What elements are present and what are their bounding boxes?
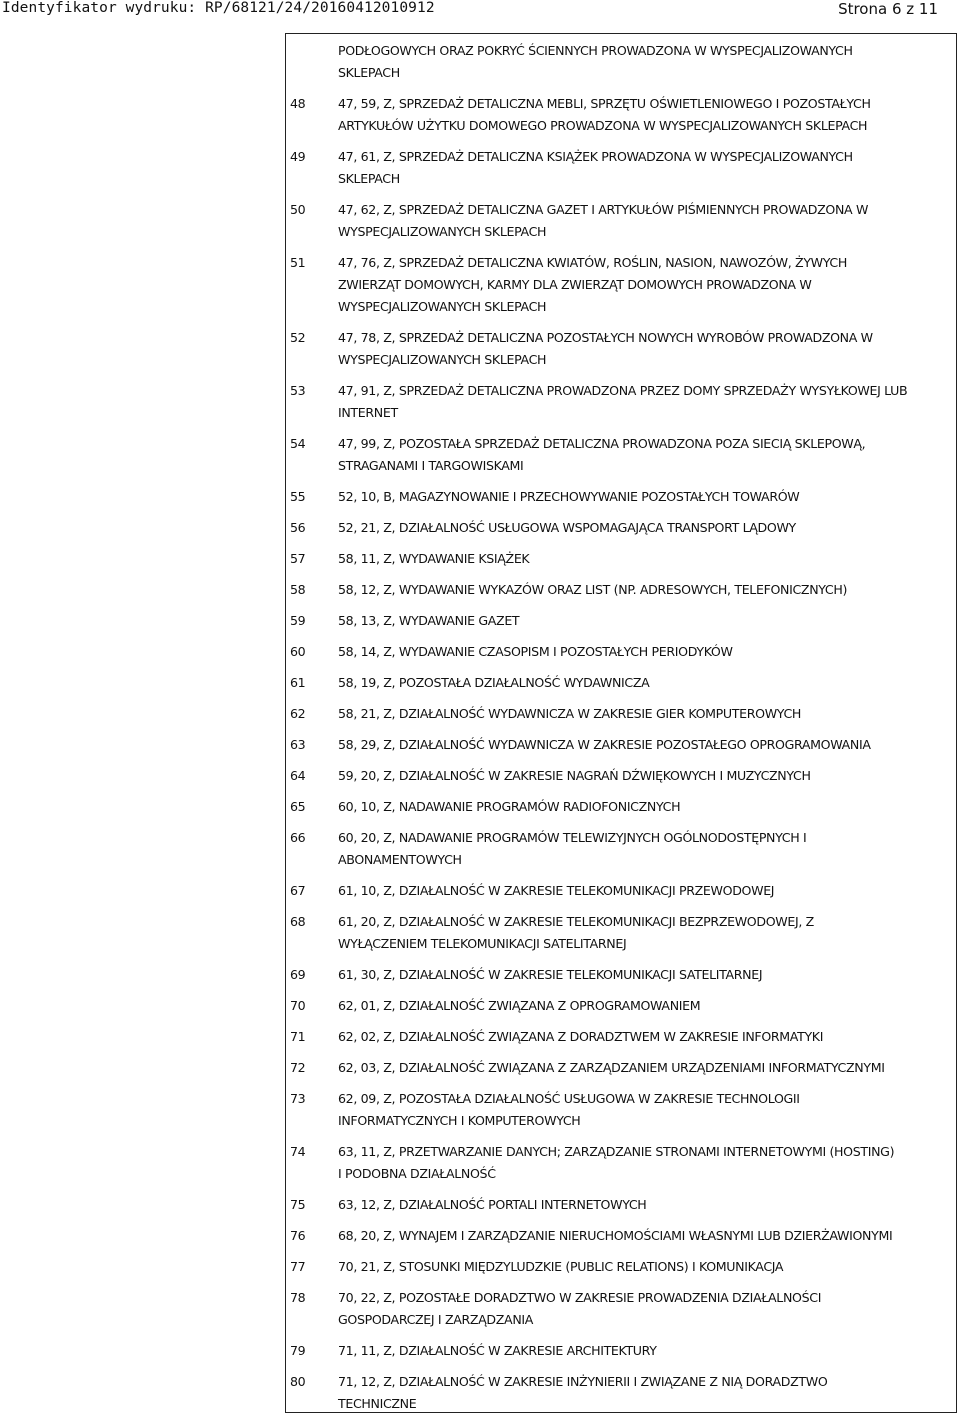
row-number: 51 — [290, 255, 306, 270]
activity-description — [338, 433, 953, 477]
activity-description — [338, 1194, 953, 1216]
print-header — [0, 0, 960, 20]
continuation-line: SKLEPACH — [338, 65, 400, 80]
row-number: 78 — [290, 1290, 306, 1305]
activity-description — [338, 1057, 953, 1079]
row-number: 71 — [290, 1029, 306, 1044]
row-number: 72 — [290, 1060, 306, 1075]
activity-line: TECHNICZNE — [338, 1396, 417, 1411]
activity-description — [338, 1287, 953, 1331]
activity-line: 58, 14, Z, WYDAWANIE CZASOPISM I POZOSTAŁYCH PERIODYKÓW — [338, 644, 733, 659]
activity-description — [338, 1256, 953, 1278]
activity-description — [338, 252, 953, 318]
activity-description — [338, 548, 953, 570]
activity-line: 61, 10, Z, DZIAŁALNOŚĆ W ZAKRESIE TELEKOMUNIKACJI PRZEWODOWEJ — [338, 883, 775, 898]
activity-line: 52, 21, Z, DZIAŁALNOŚĆ USŁUGOWA WSPOMAGAJĄCA TRANSPORT LĄDOWY — [338, 520, 796, 535]
row-number: 63 — [290, 737, 306, 752]
activity-line: 58, 29, Z, DZIAŁALNOŚĆ WYDAWNICZA W ZAKRESIE POZOSTAŁEGO OPROGRAMOWANIA — [338, 737, 871, 752]
activity-description — [338, 672, 953, 694]
row-number: 52 — [290, 330, 306, 345]
activity-line: 47, 59, Z, SPRZEDAŻ DETALICZNA MEBLI, SPRZĘTU OŚWIETLENIOWEGO I POZOSTAŁYCH — [338, 96, 871, 111]
row-number: 57 — [290, 551, 306, 566]
row-number: 74 — [290, 1144, 306, 1159]
row-number: 66 — [290, 830, 306, 845]
activity-line: 68, 20, Z, WYNAJEM I ZARZĄDZANIE NIERUCHOMOŚCIAMI WŁASNYMI LUB DZIERŻAWIONYMI — [338, 1228, 893, 1243]
activity-description — [338, 1371, 953, 1415]
row-number: 68 — [290, 914, 306, 929]
activity-line: WYSPECJALIZOWANYCH SKLEPACH — [338, 224, 547, 239]
activity-line: 62, 01, Z, DZIAŁALNOŚĆ ZWIĄZANA Z OPROGRAMOWANIEM — [338, 998, 701, 1013]
activity-description — [338, 380, 953, 424]
activity-line: ZWIERZĄT DOMOWYCH, KARMY DLA ZWIERZĄT DOMOWYCH PROWADZONA W — [338, 277, 812, 292]
row-number: 61 — [290, 675, 306, 690]
activity-description — [338, 1141, 953, 1185]
activity-line: 47, 78, Z, SPRZEDAŻ DETALICZNA POZOSTAŁYCH NOWYCH WYROBÓW PROWADZONA W — [338, 330, 873, 345]
activity-line: 63, 12, Z, DZIAŁALNOŚĆ PORTALI INTERNETOWYCH — [338, 1197, 647, 1212]
activity-line: INFORMATYCZNYCH I KOMPUTEROWYCH — [338, 1113, 581, 1128]
activity-description — [338, 327, 953, 371]
print-identifier: Identyfikator wydruku: RP/68121/24/20160412010912 — [2, 0, 435, 16]
activity-description — [338, 199, 953, 243]
activity-line: ARTYKUŁÓW UŻYTKU DOMOWEGO PROWADZONA W WYSPECJALIZOWANYCH SKLEPACH — [338, 118, 868, 133]
row-number: 54 — [290, 436, 306, 451]
activity-description — [338, 703, 953, 725]
activity-line: 70, 22, Z, POZOSTAŁE DORADZTWO W ZAKRESIE PROWADZENIA DZIAŁALNOŚCI — [338, 1290, 822, 1305]
activity-description — [338, 641, 953, 663]
row-number: 58 — [290, 582, 306, 597]
activity-line: 47, 76, Z, SPRZEDAŻ DETALICZNA KWIATÓW, ROŚLIN, NASION, NAWOZÓW, ŻYWYCH — [338, 255, 847, 270]
activity-line: 71, 12, Z, DZIAŁALNOŚĆ W ZAKRESIE INŻYNIERII I ZWIĄZANE Z NIĄ DORADZTWO — [338, 1374, 828, 1389]
activity-line: 59, 20, Z, DZIAŁALNOŚĆ W ZAKRESIE NAGRAŃ DŹWIĘKOWYCH I MUZYCZNYCH — [338, 768, 811, 783]
row-number: 69 — [290, 967, 306, 982]
row-number: 53 — [290, 383, 306, 398]
row-number: 64 — [290, 768, 306, 783]
activity-line: 60, 20, Z, NADAWANIE PROGRAMÓW TELEWIZYJNYCH OGÓLNODOSTĘPNYCH I — [338, 830, 807, 845]
activity-line: 58, 21, Z, DZIAŁALNOŚĆ WYDAWNICZA W ZAKRESIE GIER KOMPUTEROWYCH — [338, 706, 802, 721]
activity-line: 63, 11, Z, PRZETWARZANIE DANYCH; ZARZĄDZANIE STRONAMI INTERNETOWYMI (HOSTING) — [338, 1144, 895, 1159]
activity-description — [338, 964, 953, 986]
pkd-activity-table — [285, 33, 957, 1413]
activity-description — [338, 93, 953, 137]
row-number: 65 — [290, 799, 306, 814]
row-number: 50 — [290, 202, 306, 217]
activity-description — [338, 911, 953, 955]
row-number: 75 — [290, 1197, 306, 1212]
activity-line: 61, 30, Z, DZIAŁALNOŚĆ W ZAKRESIE TELEKOMUNIKACJI SATELITARNEJ — [338, 967, 763, 982]
activity-line: WYSPECJALIZOWANYCH SKLEPACH — [338, 352, 547, 367]
activity-line: 71, 11, Z, DZIAŁALNOŚĆ W ZAKRESIE ARCHITEKTURY — [338, 1343, 657, 1358]
activity-description — [338, 765, 953, 787]
activity-line: SKLEPACH — [338, 171, 400, 186]
activity-line: 52, 10, B, MAGAZYNOWANIE I PRZECHOWYWANIE POZOSTAŁYCH TOWARÓW — [338, 489, 800, 504]
activity-description — [338, 146, 953, 190]
row-number: 70 — [290, 998, 306, 1013]
activity-description — [338, 880, 953, 902]
row-number: 76 — [290, 1228, 306, 1243]
continuation-text — [338, 40, 953, 84]
activity-line: INTERNET — [338, 405, 398, 420]
activity-line: 58, 13, Z, WYDAWANIE GAZET — [338, 613, 520, 628]
activity-description — [338, 610, 953, 632]
row-number: 73 — [290, 1091, 306, 1106]
activity-description — [338, 517, 953, 539]
row-number: 80 — [290, 1374, 306, 1389]
activity-description — [338, 1340, 953, 1362]
activity-line: 58, 19, Z, POZOSTAŁA DZIAŁALNOŚĆ WYDAWNICZA — [338, 675, 650, 690]
activity-description — [338, 579, 953, 601]
activity-line: I PODOBNA DZIAŁALNOŚĆ — [338, 1166, 496, 1181]
row-number: 56 — [290, 520, 306, 535]
activity-description — [338, 734, 953, 756]
activity-description — [338, 1088, 953, 1132]
row-number: 59 — [290, 613, 306, 628]
activity-description — [338, 995, 953, 1017]
activity-line: 60, 10, Z, NADAWANIE PROGRAMÓW RADIOFONICZNYCH — [338, 799, 681, 814]
activity-line: 70, 21, Z, STOSUNKI MIĘDZYLUDZKIE (PUBLIC RELATIONS) I KOMUNIKACJA — [338, 1259, 784, 1274]
activity-line: 61, 20, Z, DZIAŁALNOŚĆ W ZAKRESIE TELEKOMUNIKACJI BEZPRZEWODOWEJ, Z — [338, 914, 814, 929]
activity-line: 47, 62, Z, SPRZEDAŻ DETALICZNA GAZET I ARTYKUŁÓW PIŚMIENNYCH PROWADZONA W — [338, 202, 869, 217]
activity-line: GOSPODARCZEJ I ZARZĄDZANIA — [338, 1312, 534, 1327]
activity-line: 62, 09, Z, POZOSTAŁA DZIAŁALNOŚĆ USŁUGOWA W ZAKRESIE TECHNOLOGII — [338, 1091, 800, 1106]
row-number: 62 — [290, 706, 306, 721]
activity-line: 62, 02, Z, DZIAŁALNOŚĆ ZWIĄZANA Z DORADZTWEM W ZAKRESIE INFORMATYKI — [338, 1029, 824, 1044]
page-number: Strona 6 z 11 — [838, 0, 938, 18]
activity-line: WYŁĄCZENIEM TELEKOMUNIKACJI SATELITARNEJ — [338, 936, 627, 951]
activity-line: 58, 11, Z, WYDAWANIE KSIĄŻEK — [338, 551, 530, 566]
continuation-line: PODŁOGOWYCH ORAZ POKRYĆ ŚCIENNYCH PROWADZONA W WYSPECJALIZOWANYCH — [338, 43, 853, 58]
row-number: 48 — [290, 96, 306, 111]
row-number: 55 — [290, 489, 306, 504]
activity-line: 47, 91, Z, SPRZEDAŻ DETALICZNA PROWADZONA PRZEZ DOMY SPRZEDAŻY WYSYŁKOWEJ LUB — [338, 383, 908, 398]
activity-line: 47, 99, Z, POZOSTAŁA SPRZEDAŻ DETALICZNA PROWADZONA POZA SIECIĄ SKLEPOWĄ, — [338, 436, 866, 451]
activity-line: 47, 61, Z, SPRZEDAŻ DETALICZNA KSIĄŻEK PROWADZONA W WYSPECJALIZOWANYCH — [338, 149, 853, 164]
row-number: 60 — [290, 644, 306, 659]
activity-description — [338, 796, 953, 818]
activity-description — [338, 486, 953, 508]
activity-line: STRAGANAMI I TARGOWISKAMI — [338, 458, 524, 473]
activity-description — [338, 827, 953, 871]
activity-description — [338, 1225, 953, 1247]
activity-line: WYSPECJALIZOWANYCH SKLEPACH — [338, 299, 547, 314]
row-number: 77 — [290, 1259, 306, 1274]
activity-line: 62, 03, Z, DZIAŁALNOŚĆ ZWIĄZANA Z ZARZĄDZANIEM URZĄDZENIAMI INFORMATYCZNYMI — [338, 1060, 885, 1075]
activity-description — [338, 1026, 953, 1048]
activity-line: 58, 12, Z, WYDAWANIE WYKAZÓW ORAZ LIST (NP. ADRESOWYCH, TELEFONICZNYCH) — [338, 582, 848, 597]
row-number: 67 — [290, 883, 306, 898]
row-number: 79 — [290, 1343, 306, 1358]
row-number: 49 — [290, 149, 306, 164]
activity-line: ABONAMENTOWYCH — [338, 852, 462, 867]
